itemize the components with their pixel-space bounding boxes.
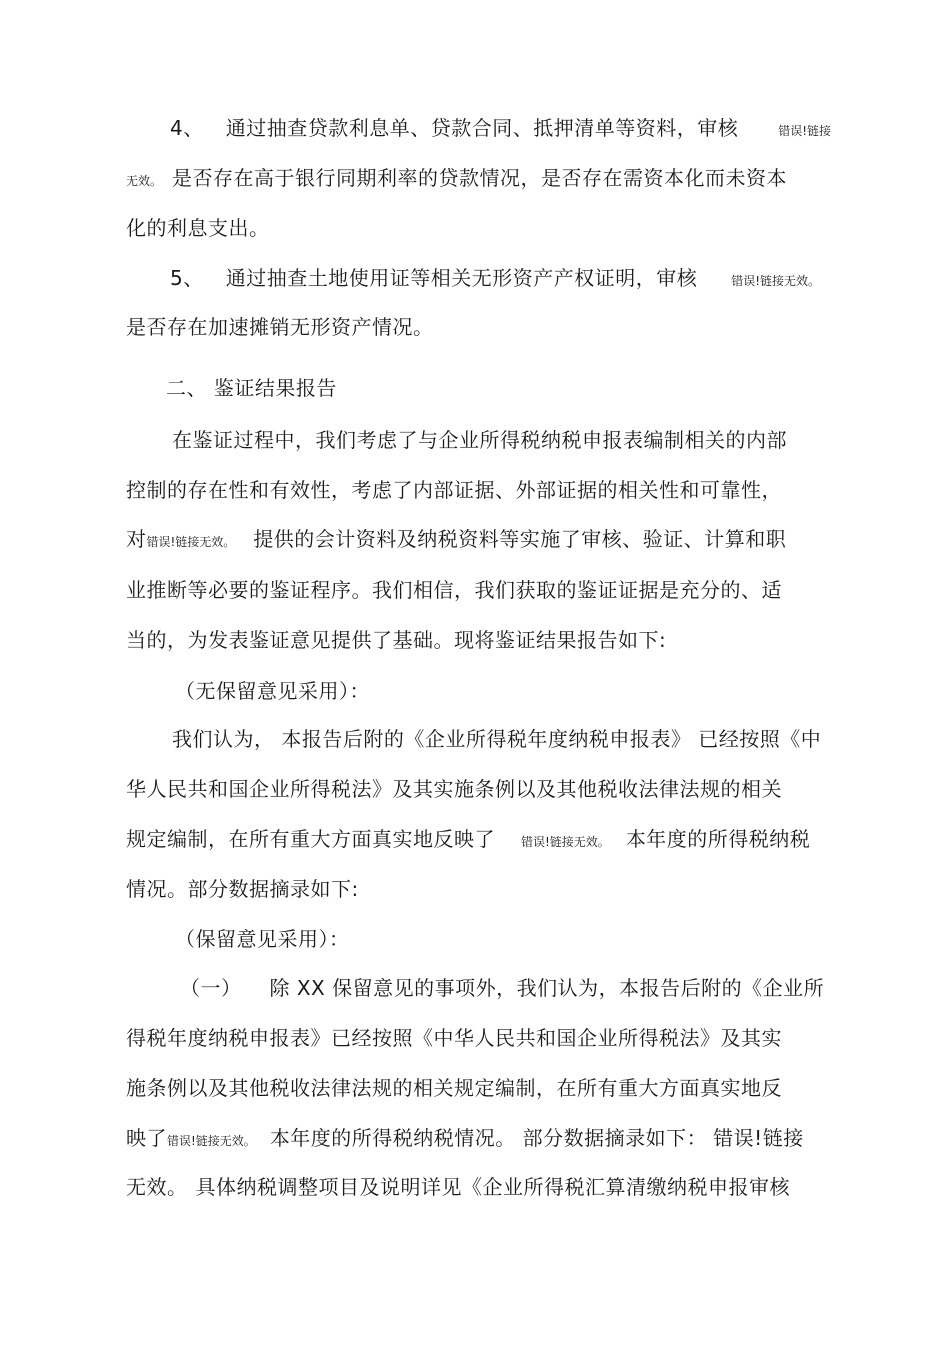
item-5-line-2: 是否存在加速摊销无形资产情况。 (126, 315, 434, 339)
paragraph-line: 我们认为， 本报告后附的《企业所得税年度纳税申报表》 已经按照《中 (172, 727, 822, 751)
broken-link-error: 错误!链接 (778, 124, 832, 138)
clause-number: （一） (180, 976, 242, 1000)
broken-link-error: 错误!链接无效。 (167, 1134, 256, 1148)
item-4-line-2: 无效。 是否存在高于银行同期利率的贷款情况，是否存在需资本化而未资本 (126, 166, 788, 190)
paragraph-line: 情况。部分数据摘录如下: (126, 877, 359, 901)
paragraph-line: 业推断等必要的鉴证程序。我们相信，我们获取的鉴证证据是充分的、适 (126, 578, 782, 602)
broken-link-error: 错误!链接无效。 (731, 274, 821, 288)
paragraph-line: 华人民共和国企业所得税法》及其实施条例以及其他税收法律法规的相关 (126, 777, 782, 801)
broken-link-error: 错误!链接 (713, 1126, 804, 1150)
opinion-label-unqualified: （无保留意见采用）： (175, 679, 370, 703)
paragraph-line: 映了错误!链接无效。 本年度的所得税纳税情况。 部分数据摘录如下： 错误!链接 (126, 1126, 804, 1150)
paragraph-line: 在鉴证过程中，我们考虑了与企业所得税纳税申报表编制相关的内部 (172, 428, 787, 452)
broken-link-error: 错误!链接无效。 (521, 835, 610, 849)
paragraph-line: 得税年度纳税申报表》已经按照《中华人民共和国企业所得税法》及其实 (126, 1026, 782, 1050)
broken-link-error: 错误!链接无效。 (146, 535, 236, 549)
opinion-label-qualified: （保留意见采用）： (175, 927, 350, 951)
broken-link-error: 无效。 (126, 174, 163, 188)
item-5-line-1: 5、 通过抽查土地使用证等相关无形资产产权证明，审核 错误!链接无效。 (170, 266, 821, 290)
paragraph-line: 控制的存在性和有效性，考虑了内部证据、外部证据的相关性和可靠性， (126, 478, 782, 502)
item-4-line-1: 4、 通过抽查贷款利息单、贷款合同、抵押清单等资料，审核 错误!链接 (170, 116, 832, 140)
paragraph-line: 规定编制，在所有重大方面真实地反映了 错误!链接无效。 本年度的所得税纳税 (126, 827, 811, 851)
paragraph-line: 当的，为发表鉴证意见提供了基础。现将鉴证结果报告如下: (126, 628, 667, 652)
item-5-number: 5、 (170, 266, 204, 290)
paragraph-line: 对错误!链接无效。 提供的会计资料及纳税资料等实施了审核、验证、计算和职 (126, 527, 787, 551)
broken-link-error: 无效。 (126, 1175, 188, 1199)
paragraph-line: （一） 除 XX 保留意见的事项外，我们认为，本报告后附的《企业所 (180, 976, 825, 1000)
paragraph-line: 无效。 具体纳税调整项目及说明详见《企业所得税汇算清缴纳税申报审核 (126, 1175, 790, 1199)
item-4-number: 4、 (170, 116, 204, 140)
section-heading: 二、 鉴证结果报告 (166, 376, 337, 400)
item-4-line-3: 化的利息支出。 (126, 216, 270, 240)
paragraph-line: 施条例以及其他税收法律法规的相关规定编制，在所有重大方面真实地反 (126, 1076, 782, 1100)
